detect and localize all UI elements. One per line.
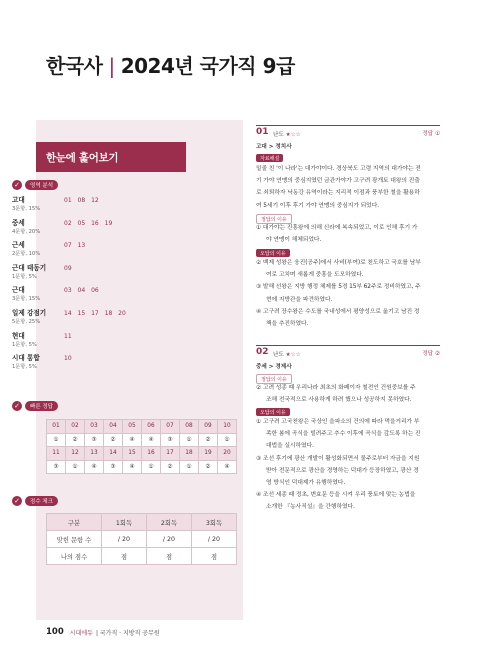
category-questions: 11: [64, 332, 72, 340]
text-line: 기 가야 연맹의 중심지였던 금관가야가 고구려 광개토 대왕의 진출: [256, 178, 420, 185]
score-table: [46, 513, 237, 565]
score-cell: 점: [102, 548, 147, 565]
table-row: [47, 460, 237, 474]
wrong-reason-tag: 오답의 이유: [256, 249, 290, 257]
difficulty-label: 난도: [273, 132, 284, 138]
question-2-wrong: [256, 416, 440, 514]
score-cell: / 20: [192, 531, 237, 548]
category-name: 일제 강점기: [12, 308, 47, 317]
text-line: ① 대가야는 진흥왕에 의해 신라에 복속되었고, 이로 인해 후기 가: [256, 225, 418, 231]
category-name: 현대: [12, 331, 25, 340]
question-number: 01: [256, 127, 269, 137]
list-item: [12, 286, 202, 309]
question-number: 10: [218, 420, 237, 434]
score-cell: / 20: [147, 531, 192, 548]
text-line: 영 방식인 덕대제가 유행하였다.: [266, 480, 346, 487]
question-number: 14: [104, 447, 123, 461]
text-line: 야 연맹이 해체되었다.: [266, 237, 322, 244]
category-list: [12, 196, 202, 377]
category-name: 근대: [12, 286, 25, 295]
category-count: 3문항, 15%: [12, 206, 41, 212]
text-line: 로 쇠퇴하자 낙동강 유역이라는 지리적 이점과 풍부한 철을 활용하: [256, 190, 420, 197]
answer-value: ④: [85, 460, 104, 474]
score-cell: 점: [192, 548, 237, 565]
list-item: [12, 309, 202, 332]
column-header: 2회독: [147, 514, 192, 531]
page-number: 100: [46, 627, 64, 637]
answer-value: ①: [66, 460, 85, 474]
answer-value: ①: [180, 433, 199, 447]
question-1-explanation: [256, 163, 440, 212]
score-cell: 점: [147, 548, 192, 565]
question-1-header: [256, 125, 440, 137]
answer-value: ④: [123, 433, 142, 447]
question-number: 17: [161, 447, 180, 461]
title-divider: |: [108, 54, 115, 78]
score-cell: / 20: [102, 531, 147, 548]
text-line: 책을 추진하였다.: [266, 321, 309, 328]
section-analysis-label: [12, 179, 58, 191]
answer-value: ②: [66, 433, 85, 447]
category-name: 근대 태동기: [12, 263, 47, 272]
column-header: 3회독: [192, 514, 237, 531]
category-name: 근세: [12, 241, 25, 250]
question-number: 15: [123, 447, 142, 461]
text-line: ④ 조선 세종 때 정초, 변효문 등을 시켜 우리 풍토에 맞는 농법을: [256, 492, 416, 499]
summary-panel-title: 한눈에 훑어보기: [36, 142, 186, 172]
text-line: 여 5세기 이후 후기 가야 연맹의 중심지가 되었다.: [256, 202, 380, 209]
row-label: 맞힌 문항 수: [47, 531, 102, 548]
answer-value: ④: [142, 433, 161, 447]
difficulty-label: 난도: [273, 352, 284, 358]
category-name: 중세: [12, 218, 25, 227]
list-item: [12, 241, 202, 264]
question-number: 07: [161, 420, 180, 434]
category-questions: 01 08 12: [64, 197, 99, 204]
question-number: 08: [180, 420, 199, 434]
question-2-correct: [256, 382, 440, 406]
text-line: 밑줄 친 '이 나라'는 대가야이다. 경상북도 고령 지역의 대가야는 전: [256, 166, 421, 172]
category-count: 5문항, 25%: [12, 318, 41, 325]
question-1-wrong: [256, 257, 440, 330]
question-number: 03: [85, 420, 104, 434]
publisher-brand: 시대에듀: [69, 629, 93, 637]
section-score-label: [12, 495, 58, 507]
question-number: 19: [199, 447, 218, 461]
answer-label: 정답 ①: [422, 131, 440, 137]
text-line: ① 고구려 고국천왕은 국상인 을파소의 건의에 따라 먹을거리가 부: [256, 419, 420, 425]
category-questions: 10: [64, 355, 72, 363]
question-number: 02: [66, 420, 85, 434]
score-check-pill: 점수 체크: [25, 496, 58, 506]
category-questions: 07 13: [64, 242, 86, 250]
explain-tag: 자료해설: [256, 154, 283, 162]
question-number: 02: [256, 347, 269, 357]
text-line: 여로 고치며 새롭게 중흥을 도모하였다.: [266, 272, 364, 279]
column-header: 구분: [47, 514, 102, 531]
difficulty-stars: ★☆☆: [285, 132, 301, 138]
answer-value: ②: [199, 460, 218, 474]
question-number: 12: [66, 447, 85, 461]
quick-answer-pill: 빠른 정답: [25, 401, 58, 411]
wrong-reason-tag: 오답의 이유: [256, 408, 290, 416]
question-number: 09: [199, 420, 218, 434]
list-item: [12, 196, 202, 219]
text-line: ④ 고구려 장수왕은 수도를 국내성에서 평양성으로 옮기고 남진 정: [256, 308, 420, 315]
question-number: 16: [142, 447, 161, 461]
answer-value: ①: [218, 433, 237, 447]
category-questions: 09: [64, 264, 72, 272]
question-number: 05: [123, 420, 142, 434]
check-icon: ✓: [12, 496, 22, 506]
list-item: [12, 354, 202, 377]
question-number: 18: [180, 447, 199, 461]
text-line: 받아 전문적으로 광산을 경영하는 덕대가 등장하였고, 광산 경: [266, 467, 419, 474]
footer-text: | 국가직 · 지방직 공무원: [95, 629, 160, 637]
table-row: [47, 531, 237, 548]
difficulty: [273, 350, 301, 358]
answer-value: ②: [104, 433, 123, 447]
answer-value: ②: [161, 460, 180, 474]
correct-reason-tag: 정답의 이유: [256, 374, 292, 384]
page-title: [46, 50, 295, 79]
text-line: 족한 봄에 곡식을 빌려주고 추수 이후에 곡식을 갚도록 하는 진: [266, 431, 421, 438]
table-row: [47, 433, 237, 447]
list-item: [12, 219, 202, 242]
answer-value: ③: [85, 433, 104, 447]
category-questions: 03 04 06: [64, 287, 99, 295]
section-quick-label: [12, 400, 58, 412]
question-number: 01: [47, 420, 66, 434]
answer-value: ④: [123, 460, 142, 474]
question-number: 11: [47, 447, 66, 461]
table-row: [47, 514, 237, 531]
list-item: [12, 332, 202, 355]
question-number: 06: [142, 420, 161, 434]
answer-value: ③: [47, 460, 66, 474]
question-number: 04: [104, 420, 123, 434]
category-count: 3문항, 15%: [12, 296, 41, 303]
question-number: 20: [218, 447, 237, 461]
answer-value: ①: [180, 460, 199, 474]
table-row: [47, 548, 237, 565]
row-label: 나의 점수: [47, 548, 102, 565]
text-line: 현에 지방관을 파견하였다.: [266, 296, 333, 303]
text-line: ③ 발해 선왕은 지방 행정 체제를 5경 15부 62주로 정비하였고, 주: [256, 284, 421, 291]
exam-title: 2024년 국가직 9급: [120, 54, 295, 78]
page-footer: [46, 627, 160, 637]
text-line: 대법을 실시하였다.: [266, 443, 314, 450]
text-line: 조해 전국적으로 사용하게 하려 했으나 성공하지 못하였다.: [266, 397, 412, 404]
question-number: 13: [85, 447, 104, 461]
answer-value: ②: [199, 433, 218, 447]
category-name: 시대 통합: [12, 354, 40, 363]
table-row: [47, 420, 237, 434]
question-1-correct: [256, 222, 440, 246]
category-count: 1문항, 5%: [12, 341, 37, 348]
category-count: 2문항, 10%: [12, 251, 41, 258]
answer-value: ①: [142, 460, 161, 474]
subject-title: 한국사: [46, 54, 103, 78]
difficulty-stars: ★☆☆: [285, 352, 301, 358]
text-line: 소개한 『농사직설』을 간행하였다.: [266, 504, 355, 511]
answer-table: [46, 419, 237, 474]
category-name: 고대: [12, 196, 25, 204]
text-line: ② 백제 성왕은 웅진(공주)에서 사비(부여)로 천도하고 국호를 남부: [256, 260, 421, 266]
correct-reason-tag: 정답의 이유: [256, 214, 292, 224]
answer-value: ③: [161, 433, 180, 447]
list-item: [12, 264, 202, 287]
category-questions: 14 15 17 18 20: [64, 309, 126, 317]
question-2-header: [256, 345, 440, 357]
table-row: [47, 447, 237, 461]
answer-value: ③: [104, 460, 123, 474]
column-header: 1회독: [102, 514, 147, 531]
category-count: 4문항, 20%: [12, 228, 41, 235]
category-count: 1문항, 5%: [12, 364, 37, 371]
analysis-pill: 영역 분석: [25, 180, 58, 190]
answer-value: ①: [47, 433, 66, 447]
question-1-topic: 고대 > 정치사: [256, 144, 292, 150]
question-2-topic: 중세 > 경제사: [256, 364, 292, 370]
answer-label: 정답 ②: [422, 351, 440, 357]
category-count: 1문항, 5%: [12, 273, 37, 280]
answer-value: ④: [218, 460, 237, 474]
category-questions: 02 05 16 19: [64, 219, 113, 227]
text-line: ③ 조선 후기에 광산 개발이 활성화되면서 물주로부터 자금을 지원: [256, 455, 420, 462]
difficulty: [273, 130, 301, 138]
check-icon: ✓: [12, 180, 22, 190]
check-icon: ✓: [12, 401, 22, 411]
text-line: ② 고려 성종 때 우리나라 최초의 화폐이자 철전인 건원중보를 주: [256, 385, 416, 391]
